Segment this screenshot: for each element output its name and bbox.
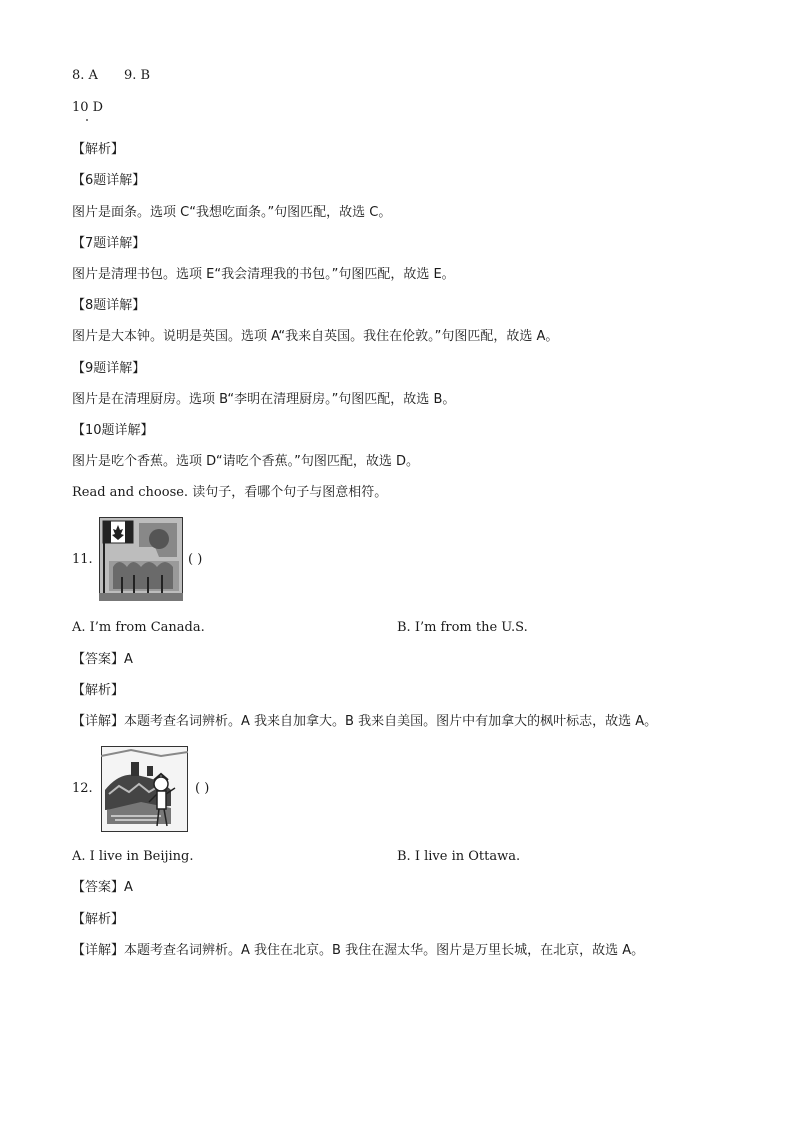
detail-6-text: 图片是面条。选项 C“我想吃面条。”句图匹配，故选 C。 — [72, 205, 392, 220]
detail-9-text: 图片是在清理厨房。选项 B“李明在清理厨房。”句图匹配，故选 B。 — [72, 392, 456, 407]
question-11-analysis: 【解析】 — [72, 683, 125, 698]
detail-10-title: 【10题详解】 — [72, 423, 154, 438]
detail-8-text: 图片是大本钟。说明是英国。选项 A“我来自英国。我住在伦敦。”句图匹配，故选 A。 — [72, 329, 559, 344]
question-12-option-a: A. I live in Beijing. — [72, 849, 194, 864]
detail-6-title: 【6题详解】 — [72, 173, 146, 188]
detail-10-text: 图片是吃个香蕉。选项 D“请吃个香蕉。”句图匹配，故选 D。 — [72, 454, 419, 469]
question-11-option-a: A. I’m from Canada. — [72, 620, 205, 635]
analysis-heading: 【解析】 — [72, 142, 125, 157]
detail-9-title: 【9题详解】 — [72, 361, 146, 376]
great-wall-boy-picture — [101, 746, 188, 832]
question-11-answer: 【答案】A — [72, 652, 133, 667]
question-12-detail: 【详解】本题考查名词辨析。A 我住在北京。B 我住在渥太华。图片是万里长城，在北京，故选 A。 — [72, 943, 645, 958]
question-12-answer-blank: ( ) — [195, 781, 210, 796]
detail-8-title: 【8题详解】 — [72, 298, 146, 313]
stray-dot — [86, 119, 88, 121]
question-12-answer: 【答案】A — [72, 880, 133, 895]
question-11-number: 11. — [72, 552, 93, 567]
canada-flag-maple-leaf-picture — [99, 517, 183, 601]
question-11-detail: 【详解】本题考查名词辨析。A 我来自加拿大。B 我来自美国。图片中有加拿大的枫叶标志，故选 A。 — [72, 714, 658, 729]
question-11-answer-blank: ( ) — [188, 552, 203, 567]
question-12-number: 12. — [72, 781, 93, 796]
question-11-option-b: B. I’m from the U.S. — [397, 620, 528, 635]
section-instruction: Read and choose. 读句子，看哪个句子与图意相符。 — [72, 485, 388, 500]
detail-7-text: 图片是清理书包。选项 E“我会清理我的书包。”句图匹配，故选 E。 — [72, 267, 455, 282]
answer-9: 9. B — [124, 68, 151, 83]
answer-10: 10 D — [72, 100, 104, 115]
detail-7-title: 【7题详解】 — [72, 236, 146, 251]
answer-8: 8. A — [72, 68, 98, 83]
question-12-option-b: B. I live in Ottawa. — [397, 849, 521, 864]
question-12-analysis: 【解析】 — [72, 912, 125, 927]
